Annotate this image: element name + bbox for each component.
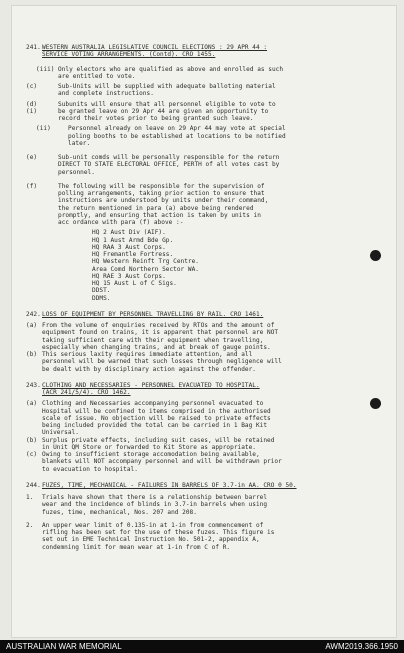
section-number: 243.: [26, 381, 41, 389]
headquarters-list: [92, 229, 386, 302]
paragraph-iii: (iii) Only electors who are qualified as above and enrolled as such are entitled to vote.: [36, 65, 284, 80]
list-item: DDMS.: [92, 294, 111, 302]
paragraph-d-ii: (ii) Personnel already on leave on 29 Apr 44 may vote at special poling booths to be established at locations to be notified later.: [36, 125, 286, 147]
paragraph-a: (a) Clothing and Necessaries accompanying personnel evacuated to Hospital will be confined to items comprised in the authorised scale of issue. No objection will be raised to private effects being included provided the total can be carried in 1 Bag Kit Universal.: [26, 400, 271, 437]
paragraph-d-i: (d) (i) Subunits will ensure that all personnel eligible to vote to be granted leave on 29 Apr 44 are given an opportunity to record their votes prior to being granted such leave.: [26, 100, 276, 122]
document-body: [26, 40, 386, 551]
list-item: HQ 2 Aust Div (AIF).: [92, 229, 166, 237]
paragraph-c: (c) Sub-Units will be supplied with adequate balloting material and complete instructions.: [26, 83, 276, 98]
section-243: [26, 382, 386, 473]
section-title: CLOTHING AND NECESSARIES - PERSONNEL EVACUATED TO HOSPITAL. (ACR 241/5/4). CRO 1462.: [42, 381, 260, 396]
list-item: HQ 1 Aust Armd Bde Gp.: [92, 236, 174, 244]
paragraph-f: (f) The following will be responsible for the supervision of polling arrangements, taking prior action to ensure that instructions are understood by units under their command, the return mentioned in para (a) above being rendered promptly, and ensuring that action is taken by units in acc ordance with para (f) above :-: [26, 182, 269, 226]
section-title: WESTERN AUSTRALIA LEGISLATIVE COUNCIL ELECTIONS : 29 APR 44 : SERVICE VOTING ARRANGEMENTS. (Contd). CRO 1455.: [42, 44, 268, 59]
list-item: DDST.: [92, 287, 111, 295]
section-number: 241.: [26, 44, 41, 51]
paragraph-b: (b) This serious laxity requires immediate attention, and all personnel will be warned that such losses through negligence will be dealt with by disciplinary action against the offender.: [26, 351, 282, 373]
paragraph-c: (c) Owing to insufficient storage accomodation being available, blankets will NOT accompany personnel and will be withdrawn prior to evacuation to hospital.: [26, 451, 282, 473]
list-item: HQ Western Reinft Trg Centre.: [92, 258, 199, 266]
paragraph-1: 1. Trials have shown that there is a relationship between barrel wear and the incidence of blinds in 3.7-in barrels when using fuzes, time, mechanical, Nos. 207 and 208.: [26, 494, 268, 516]
list-item: HQ RAE 3 Aust Corps.: [92, 272, 166, 280]
section-title: LOSS OF EQUIPMENT BY PERSONNEL TRAVELLING BY RAIL. CRO 1461.: [42, 310, 264, 318]
footer-reference: AWM2019.366.1950: [325, 642, 398, 651]
list-item: HQ RAA 3 Aust Corps.: [92, 243, 166, 251]
section-number: 244.: [26, 481, 41, 489]
archive-footer-bar: [0, 640, 404, 653]
list-item: HQ Fremantle Fortress.: [92, 251, 174, 258]
paragraph-b: (b) Surplus private effects, including suit cases, will be retained in Unit QM Store or forwarded to Kit Store as appropriate.: [26, 436, 275, 451]
paragraph-a: (a) From the volume of enquiries received by RTOs and the amount of equipment found on trains, it is apparent that personnel are NOT taking sufficient care with their equipment when travelling, especially when changing trains, and at break of gauge points.: [26, 322, 279, 351]
list-item: HQ 15 Aust L of C Sigs.: [92, 280, 177, 287]
section-242: [26, 311, 386, 373]
footer-institution: AUSTRALIAN WAR MEMORIAL: [6, 642, 122, 651]
paragraph-e: (e) Sub-unit comds will be personally responsible for the return DIRECT TO STATE ELECTORAL OFFICE, PERTH of all votes cast by personnel.: [26, 154, 280, 176]
section-241: [26, 44, 386, 302]
paragraph-2: 2. An upper wear limit of 0.135-in at 1-in from commencement of rifling has been set for the use of these fuzes. This figure is set out in EME Technical Instruction No. 501-2, appendix A, condemning limit for mean wear at 1-in from C of R.: [26, 521, 275, 551]
section-number: 242.: [26, 310, 41, 318]
list-item: Area Comd Northern Sector WA.: [92, 265, 199, 273]
section-title: FUZES, TIME, MECHANICAL - FAILURES IN BARRELS OF 3.7-in AA. CRO 0 50.: [42, 481, 297, 489]
section-244: [26, 482, 386, 551]
